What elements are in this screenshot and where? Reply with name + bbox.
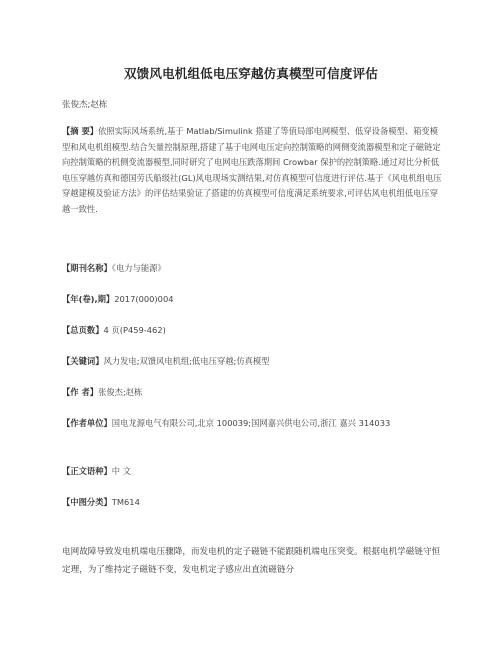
field-label: 【正文语种】 xyxy=(62,466,112,476)
field-label: 【期刊名称】 xyxy=(62,263,112,273)
field-value: 国电龙源电气有限公司,北京 100039;国网嘉兴供电公司,浙江 嘉兴 314033 xyxy=(111,418,391,428)
field-year-volume-issue xyxy=(62,292,442,308)
field-author-affiliation xyxy=(62,416,442,432)
field-language xyxy=(62,464,442,480)
field-keywords xyxy=(62,354,442,370)
field-value: TM614 xyxy=(111,497,140,507)
field-value: 中 文 xyxy=(111,466,132,476)
field-label: 【作 者】 xyxy=(62,387,99,397)
field-value: 张俊杰;赵栋 xyxy=(98,387,143,397)
field-label: 【关键词】 xyxy=(62,356,104,366)
field-classification xyxy=(62,495,442,511)
abstract-label: 【摘 要】 xyxy=(62,126,99,136)
body-paragraph: 电网故障导致发电机端电压骤降，而发电机的定子磁链不能跟随机端电压突变。根据电机学磁链守恒定理，为了维持定子磁链不变，发电机定子感应出直流磁链分 xyxy=(62,547,441,575)
abstract-text: 依照实际风场系统,基于 Matlab/Simulink 搭建了等值局部电网模型、低穿设备模型、箱变模型和风电机组模型.结合矢量控制原理,搭建了基于电网电压定向控制策略的网侧变流器模型和定子磁链定向控制策略的机侧变流器模型,同时研究了电网电压跌落期间 Crowbar 保护的控制策略.通过对比分析低电压穿越仿真和德国劳氏船级社(GL)风电现场实测结果,对仿真模型可信度进行评估.基于《风电机组电压穿越建模及验证方法》的评估结果验证了搭建的仿真模型可信度满足系统要求,可评估风电机组低电压穿越一致性. xyxy=(62,126,442,214)
field-label: 【总页数】 xyxy=(62,325,104,335)
field-value: 2017(000)004 xyxy=(114,294,174,304)
field-journal xyxy=(62,261,442,277)
field-value: 风力发电;双馈风电机组;低电压穿越;仿真模型 xyxy=(103,356,270,366)
field-label: 【作者单位】 xyxy=(62,418,112,428)
abstract xyxy=(62,124,442,217)
field-label: 【中图分类】 xyxy=(62,497,112,507)
field-authors xyxy=(62,385,442,401)
field-value: 4 页(P459-462) xyxy=(103,325,166,335)
field-label: 【年(卷),期】 xyxy=(62,294,115,304)
field-value: 《电力与能源》 xyxy=(111,263,166,273)
field-page-count xyxy=(62,323,442,339)
authors-line: 张俊杰;赵栋 xyxy=(62,100,108,110)
page-title: 双馈风电机组低电压穿越仿真模型可信度评估 xyxy=(123,66,378,81)
